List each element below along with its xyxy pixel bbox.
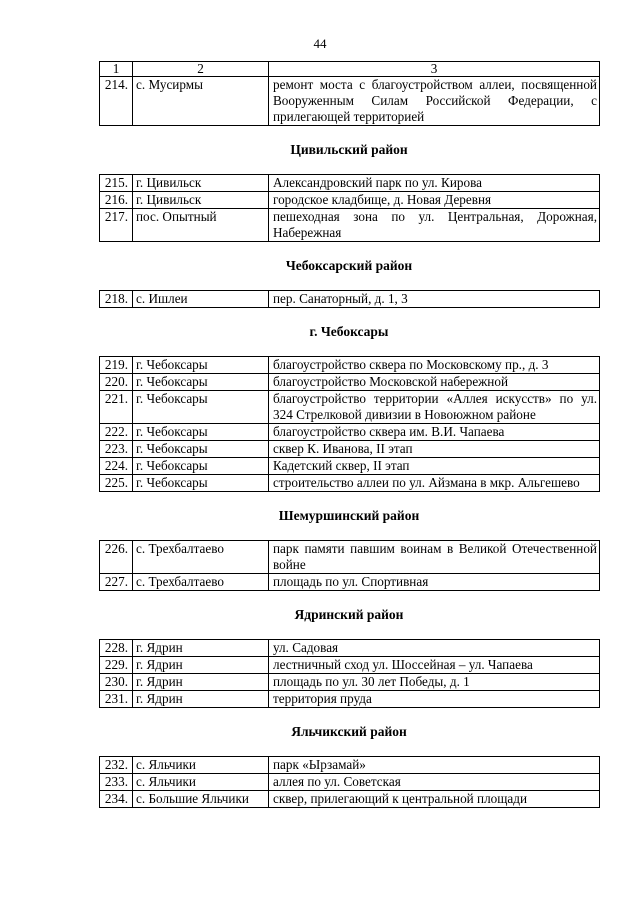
object-description: пешеходная зона по ул. Центральная, Дорожная, Набережная xyxy=(269,209,600,242)
section-title: Цивильский район xyxy=(290,142,408,157)
column-header: 2 xyxy=(133,62,269,77)
objects-table xyxy=(99,756,600,808)
objects-table xyxy=(99,356,600,492)
row-number: 228. xyxy=(100,640,133,657)
object-description: территория пруда xyxy=(269,691,600,708)
settlement-name: с. Ишлеи xyxy=(133,291,269,308)
row-number: 222. xyxy=(100,424,133,441)
table-row xyxy=(100,441,600,458)
page-number: 44 xyxy=(313,36,327,51)
object-description: аллея по ул. Советская xyxy=(269,774,600,791)
table-row xyxy=(100,774,600,791)
table-row xyxy=(100,674,600,691)
objects-table xyxy=(99,61,600,126)
table-row xyxy=(100,475,600,492)
settlement-name: г. Чебоксары xyxy=(133,441,269,458)
table-row xyxy=(100,192,600,209)
row-number: 219. xyxy=(100,357,133,374)
table-row xyxy=(100,574,600,591)
table-row xyxy=(100,391,600,424)
row-number: 224. xyxy=(100,458,133,475)
object-description: парк «Ырзамай» xyxy=(269,757,600,774)
settlement-name: г. Чебоксары xyxy=(133,374,269,391)
settlement-name: с. Трехбалтаево xyxy=(133,541,269,574)
row-number: 226. xyxy=(100,541,133,574)
column-header: 1 xyxy=(100,62,133,77)
row-number: 225. xyxy=(100,475,133,492)
table-row xyxy=(100,640,600,657)
object-description: пер. Санаторный, д. 1, 3 xyxy=(269,291,600,308)
table-row xyxy=(100,77,600,126)
row-number: 217. xyxy=(100,209,133,242)
settlement-name: г. Чебоксары xyxy=(133,391,269,424)
section-title: г. Чебоксары xyxy=(309,324,389,339)
settlement-name: г. Ядрин xyxy=(133,640,269,657)
table-row xyxy=(100,757,600,774)
section-title: Шемуршинский район xyxy=(278,508,420,523)
row-number: 233. xyxy=(100,774,133,791)
settlement-name: г. Цивильск xyxy=(133,192,269,209)
table-row xyxy=(100,691,600,708)
settlement-name: г. Чебоксары xyxy=(133,475,269,492)
row-number: 223. xyxy=(100,441,133,458)
settlement-name: с. Большие Яльчики xyxy=(133,791,269,808)
settlement-name: г. Цивильск xyxy=(133,175,269,192)
object-description: городское кладбище, д. Новая Деревня xyxy=(269,192,600,209)
object-description: строительство аллеи по ул. Айзмана в мкр. Альгешево xyxy=(269,475,600,492)
settlement-name: с. Яльчики xyxy=(133,757,269,774)
table-row xyxy=(100,357,600,374)
settlement-name: пос. Опытный xyxy=(133,209,269,242)
section-title: Чебоксарский район xyxy=(285,258,413,273)
object-description: лестничный сход ул. Шоссейная – ул. Чапаева xyxy=(269,657,600,674)
settlement-name: г. Ядрин xyxy=(133,691,269,708)
document-body xyxy=(99,61,599,808)
row-number: 227. xyxy=(100,574,133,591)
table-row xyxy=(100,291,600,308)
row-number: 214. xyxy=(100,77,133,126)
settlement-name: с. Яльчики xyxy=(133,774,269,791)
object-description: Александровский парк по ул. Кирова xyxy=(269,175,600,192)
row-number: 220. xyxy=(100,374,133,391)
object-description: благоустройство сквера им. В.И. Чапаева xyxy=(269,424,600,441)
table-row xyxy=(100,209,600,242)
settlement-name: с. Мусирмы xyxy=(133,77,269,126)
row-number: 234. xyxy=(100,791,133,808)
objects-table xyxy=(99,174,600,242)
objects-table xyxy=(99,639,600,708)
object-description: площадь по ул. Спортивная xyxy=(269,574,600,591)
table-row xyxy=(100,657,600,674)
objects-table xyxy=(99,290,600,308)
table-row xyxy=(100,175,600,192)
table-header-row xyxy=(100,62,600,77)
section-title: Ядринский район xyxy=(294,607,404,622)
table-row xyxy=(100,374,600,391)
row-number: 229. xyxy=(100,657,133,674)
row-number: 232. xyxy=(100,757,133,774)
section-title: Яльчикский район xyxy=(291,724,407,739)
object-description: ремонт моста с благоустройством аллеи, посвященной Вооруженным Силам Российской Федерации, с прилегающей территорией xyxy=(269,77,600,126)
row-number: 221. xyxy=(100,391,133,424)
object-description: парк памяти павшим воинам в Великой Отечественной войне xyxy=(269,541,600,574)
objects-table xyxy=(99,540,600,591)
table-row xyxy=(100,424,600,441)
row-number: 230. xyxy=(100,674,133,691)
settlement-name: с. Трехбалтаево xyxy=(133,574,269,591)
row-number: 218. xyxy=(100,291,133,308)
row-number: 231. xyxy=(100,691,133,708)
column-header: 3 xyxy=(269,62,600,77)
row-number: 215. xyxy=(100,175,133,192)
object-description: сквер К. Иванова, II этап xyxy=(269,441,600,458)
object-description: благоустройство территории «Аллея искусств» по ул. 324 Стрелковой дивизии в Новоюжном районе xyxy=(269,391,600,424)
settlement-name: г. Чебоксары xyxy=(133,424,269,441)
object-description: сквер, прилегающий к центральной площади xyxy=(269,791,600,808)
object-description: благоустройство Московской набережной xyxy=(269,374,600,391)
table-row xyxy=(100,458,600,475)
object-description: ул. Садовая xyxy=(269,640,600,657)
settlement-name: г. Ядрин xyxy=(133,657,269,674)
settlement-name: г. Ядрин xyxy=(133,674,269,691)
settlement-name: г. Чебоксары xyxy=(133,357,269,374)
object-description: благоустройство сквера по Московскому пр., д. 3 xyxy=(269,357,600,374)
table-row xyxy=(100,541,600,574)
settlement-name: г. Чебоксары xyxy=(133,458,269,475)
table-row xyxy=(100,791,600,808)
row-number: 216. xyxy=(100,192,133,209)
object-description: площадь по ул. 30 лет Победы, д. 1 xyxy=(269,674,600,691)
object-description: Кадетский сквер, II этап xyxy=(269,458,600,475)
